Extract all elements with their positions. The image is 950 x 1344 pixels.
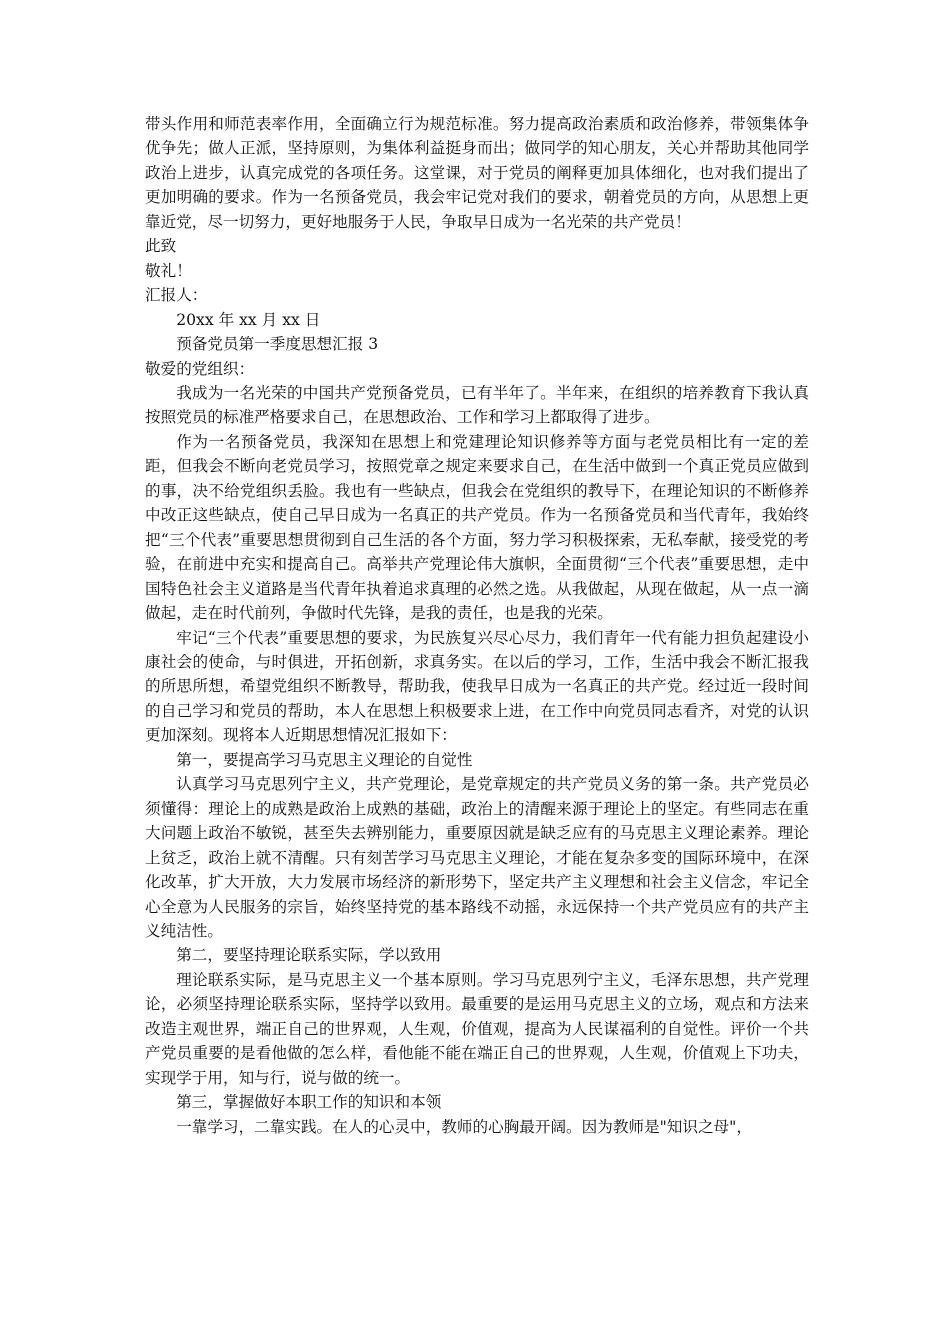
paragraph-1: 我成为一名光荣的中国共产党预备党员，已有半年了。半年来，在组织的培养教育下我认真按照党员的标准严格要求自己，在思想政治、工作和学习上都取得了进步。 [145,383,809,427]
paragraph-4: 认真学习马克思列宁主义，共产党理论，是党章规定的共产党员义务的第一条。共产党员必须懂得：理论上的成熟是政治上成熟的基础，政治上的清醒来源于理论上的坚定。有些同志在重大问题上政治不敏锐，甚至失去辨别能力，重要原因就是缺乏应有的马克思主义理论素养。理论上贫乏，政治上就不清醒。只有刻苦学习马克思主义理论，才能在复杂多变的国际环境中，在深化改革，扩大开放，大力发展市场经济的新形势下，坚定共产主义理想和社会主义信念，牢记全心全意为人民服务的宗旨，始终坚持党的基本路线不动摇，永远保持一个共产党员应有的共产主义纯洁性。 [145,775,809,940]
document-page [145,112,809,1139]
section-heading-3: 第三，掌握做好本职工作的知识和本领 [176,1093,442,1112]
section-heading-2: 第二，要坚持理论联系实际，学以致用 [176,946,442,965]
paragraph-3: 牢记“三个代表”重要思想的要求，为民族复兴尽心尽力，我们青年一代有能力担负起建设小康社会的使命，与时俱进，开拓创新，求真务实。在以后的学习，工作，生活中我会不断汇报我的所思所想，希望党组织不断教导，帮助我，使我早日成为一名真正的共产党。经过近一段时间的自己学习和党员的帮助，本人在思想上积极要求上进，在工作中向党员同志看齐，对党的认识更加深刻。现将本人近期思想情况汇报如下： [145,628,809,745]
section-heading-1: 第一，要提高学习马克思主义理论的自觉性 [176,750,473,769]
report-title: 预备党员第一季度思想汇报 3 [176,335,379,354]
paragraph-5: 理论联系实际，是马克思主义一个基本原则。学习马克思列宁主义，毛泽东思想，共产党理论，必须坚持理论联系实际，坚持学以致用。最重要的是运用马克思主义的立场，观点和方法来改造主观世界，端正自己的世界观，人生观，价值观，提高为人民谋福利的自觉性。评价一个共产党员重要的是看他做的怎么样，看他能不能在端正自己的世界观，人生观，价值观上下功夫，实现学于用，知与行，说与做的统一。 [145,970,809,1087]
report-date: 20xx 年 xx 月 xx 日 [176,310,321,329]
paragraph-6: 一靠学习，二靠实践。在人的心灵中，教师的心胸最开阔。因为教师是"知识之母"， [176,1117,752,1136]
closing-line-jingli: 敬礼！ [145,261,192,280]
paragraph-2: 作为一名预备党员，我深知在思想上和党建理论知识修养等方面与老党员相比有一定的差距，但我会不断向老党员学习，按照党章之规定来要求自己，在生活中做到一个真正党员应做到的事，决不给党组织丢脸。我也有一些缺点，但我会在党组织的教导下，在理论知识的不断修养中改正这些缺点，使自己早日成为一名真正的共产党员。作为一名预备党员和当代青年，我始终把“三个代表”重要思想贯彻到自己生活的各个方面，努力学习积极探索，无私奉献，接受党的考验，在前进中充实和提高自己。高举共产党理论伟大旗帜，全面贯彻“三个代表”重要思想，走中国特色社会主义道路是当代青年执着追求真理的必然之选。从我做起，从现在做起，从一点一滴做起，走在时代前列，争做时代先锋，是我的责任，也是我的光荣。 [145,432,809,623]
reporter-label: 汇报人： [145,286,208,305]
salutation: 敬爱的党组织： [145,359,255,378]
closing-line-cizhi: 此致 [145,237,177,256]
paragraph-intro-continued: 带头作用和师范表率作用，全面确立行为规范标准。努力提高政治素质和政治修养，带领集体争优争先；做人正派，坚持原则，为集体利益挺身而出；做同学的知心朋友，关心并帮助其他同学政治上进步，认真完成党的各项任务。这堂课，对于党员的阐释更加具体细化，也对我们提出了更加明确的要求。作为一名预备党员，我会牢记党对我们的要求，朝着党员的方向，从思想上更靠近党，尽一切努力，更好地服务于人民，争取早日成为一名光荣的共产党员！ [145,115,809,231]
